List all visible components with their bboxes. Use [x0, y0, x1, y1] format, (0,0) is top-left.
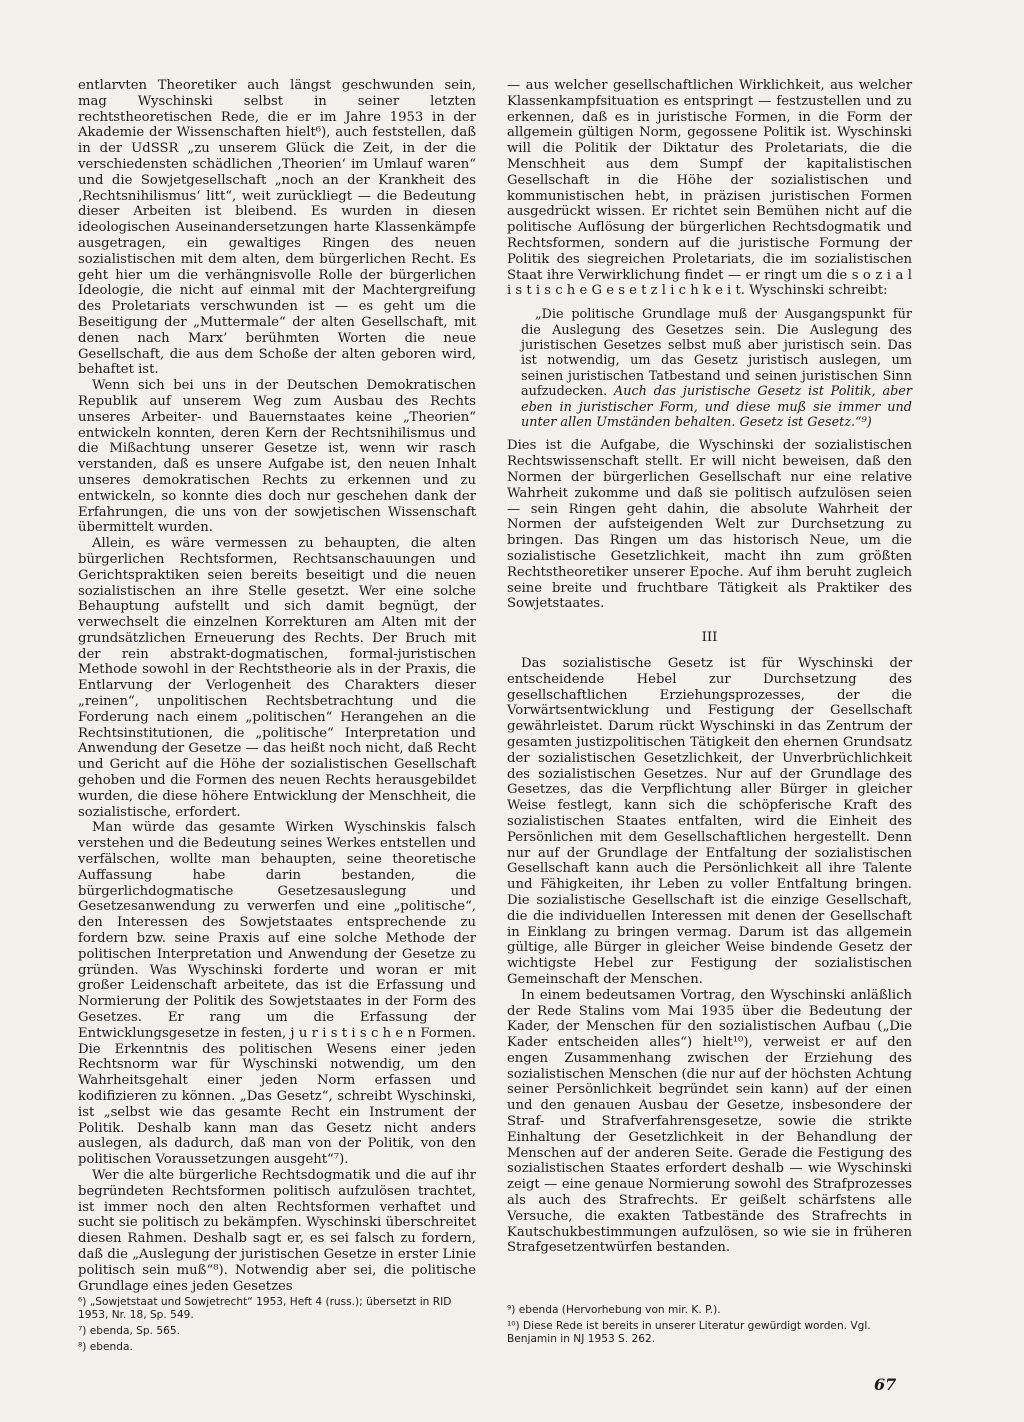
block-quote: [521, 307, 912, 430]
footnote: ⁸) ebenda.: [78, 1341, 133, 1353]
paragraph: In einem bedeutsamen Vortrag, den Wyschinski anläßlich der Rede Stalins vom Mai 1935 über die Bedeutung der Kader, der Menschen für den sozialistischen Aufbau („Die Kader entscheiden alles“) hielt¹⁰), verweist er auf den engen Zusammenhang zwischen der Erziehung des sozialistischen Menschen (die nur auf der höchsten Achtung seiner Persönlichkeit begründet sein kann) auf der einen und den genauen Ausbau der Gesetze, insbesondere der Straf- und Strafverfahrensgesetze, sowie die strikte Einhaltung der Gesetzlichkeit in der Behandlung der Menschen auf der anderen Seite. Gerade die Festigung des sozialistischen Staates erfordert deshalb — wie Wyschinski zeigt — eine genaue Normierung sowohl des Strafprozesses als auch des Strafrechts. Er geißelt schärfstens alle Versuche, die exakten Tatbestände des Strafrechts in Kautschukbestimmungen aufzulösen, so wie sie in früheren Strafgesetzentwürfen bestanden.: [507, 987, 912, 1256]
paragraph: entlarvten Theoretiker auch längst geschwunden sein, mag Wyschinski selbst in seiner letzten rechtstheoretischen Rede, die er im Jahre 1953 in der Akademie der Wissenschaften hielt⁶), auch feststellen, daß in der UdSSR „zu unserem Glück die Zeit, in der die verschiedensten schädlichen ‚Theorien‘ im Umlauf waren“ und die Sowjetgesellschaft „noch an der Krankheit des ‚Rechtsnihilismus‘ litt“, weit zurückliegt — die Bedeutung dieser Arbeiten ist bleibend. Es wurden in diesen ideologischen Auseinandersetzungen harte Klassenkämpfe ausgetragen, ein gewaltiges Ringen des neuen sozialistischen mit dem alten, dem bürgerlichen Recht. Es geht hier um die verhängnisvolle Rolle der bürgerlichen Ideologie, die nicht auf einmal mit der Machtergreifung des Proletariats verschwunden ist — es geht um die Beseitigung der „Muttermale“ der alten Gesellschaft, mit denen nach Marx’ berühmten Worten die neue Gesellschaft, die aus dem Schoße der alten geboren wird, behaftet ist.: [78, 78, 476, 378]
paragraph: Wenn sich bei uns in der Deutschen Demokratischen Republik auf unserem Weg zum Ausbau des Rechts unseres Arbeiter- und Bauernstaates keine „Theorien“ entwickeln konnten, deren Kern der Rechtsnihilismus und die Mißachtung unserer Gesetze ist, wenn wir rasch verstanden, daß es unsere Aufgabe ist, den neuen Inhalt unseres demokratischen Rechts zu erkennen und zu entwickeln, so konnte dies doch nur geschehen dank der Erfahrungen, die uns von der sowjetischen Wissenschaft übermittelt wurden.: [78, 378, 476, 536]
paragraph: — aus welcher gesellschaftlichen Wirklichkeit, aus welcher Klassenkampfsituation es entspringt — festzustellen und zu erkennen, daß es in juristische Formen, in die Form der allgemein gültigen Norm, gegossene Politik ist. Wyschinski will die Politik der Diktatur des Proletariats, die die Menschheit aus dem Sumpf der kapitalistischen Gesellschaft in die Höhe der sozialistischen und kommunistischen hebt, in präzisen juristischen Formen ausgedrückt wissen. Er richtet sein Bemühen nicht auf die politische Auflösung der bürgerlichen Rechtsdogmatik und Rechtsformen, sondern auf die juristische Formung der Politik des siegreichen Proletariats, die im sozialistischen Staat ihre Verwirklichung findet — er ringt um die s o z i a l i s t i s c h e G e s e t z l i c h k e i t. Wyschinski schreibt:: [507, 78, 912, 299]
quote-text: „Die politische Grundlage muß der Ausgangspunkt für die Auslegung des Gesetzes sein. Die Auslegung des juristischen Gesetzes selbst muß aber juristisch sein. Das ist notwendig, um das Gesetz juristisch auslegen, um seinen juristischen Tatbestand und seinen juristischen Sinn aufzudecken.: [521, 307, 912, 400]
right-column: [507, 78, 912, 1256]
footnotes-left: [78, 1296, 476, 1357]
quote-emphasis: Auch das juristische Gesetz ist Politik, aber eben in juristischer Form, und diese muß sie immer und unter allen Umständen behalten. Gesetz ist Gesetz.“⁹): [521, 384, 912, 430]
paragraph: Allein, es wäre vermessen zu behaupten, die alten bürgerlichen Rechtsformen, Rechtsanschauungen und Gerichtspraktiken seien bereits beseitigt und die neuen sozialistischen an ihre Stelle gesetzt. Wer eine solche Behauptung aufstellt und sich damit begnügt, der verwechselt die einzelnen Korrekturen am Alten mit der grundsätzlichen Erneuerung des Rechts. Der Bruch mit der rein abstrakt-dogmatischen, formal-juristischen Methode sowohl in der Rechtstheorie als in der Praxis, die Entlarvung der Verlogenheit des Charakters dieser „reinen“, unpolitischen Rechtsbetrachtung und die Forderung nach einem „politischen“ Herangehen an die Rechtsinstitutionen, die „politische“ Interpretation und Anwendung der Gesetze — das heißt noch nicht, daß Recht und Gericht auf die Höhe der sozialistischen Gesellschaft gehoben und die Formen des neuen Rechts herausgebildet wurden, die diese höhere Entwicklung der Menschheit, die sozialistische, erfordert.: [78, 536, 477, 820]
paragraph: Man würde das gesamte Wirken Wyschinskis falsch verstehen und die Bedeutung seines Werkes entstellen und verfälschen, wollte man behaupten, seine theoretische Auffassung habe darin bestanden, die bürgerlichdogmatische Gesetzesauslegung und Gesetzesanwendung zu verwerfen und eine „politische“, den Interessen des Sowjetstaates entsprechende zu fordern bzw. seine Praxis auf eine solche Methode der politischen Interpretation und Anwendung der Gesetze zu gründen. Was Wyschinski forderte und woran er mit großer Leidenschaft arbeitete, das ist die Erfassung und Normierung der Politik des Sowjetstaates in der Form des Gesetzes. Er rang um die Erfassung der Entwicklungsgesetze in festen, j u r i s t i s c h e n Formen. Die Erkenntnis des politischen Wesens einer jeden Rechtsnorm war für Wyschinski notwendig, um den Wahrheitsgehalt einer jeden Norm erfassen und kodifizieren zu können. „Das Gesetz“, schreibt Wyschinski, ist „selbst wie das gesamte Recht ein Instrument der Politik. Deshalb kann man das Gesetz nicht anders auslegen, als dadurch, daß man von der Politik, von den politischen Voraussetzungen ausgeht“⁷).: [78, 820, 476, 1168]
footnote: ¹⁰) Diese Rede ist bereits in unserer Literatur gewürdigt worden. Vgl. Benjamin in NJ 1953 S. 262.: [507, 1320, 871, 1345]
paragraph: Wer die alte bürgerliche Rechtsdogmatik und die auf ihr begründeten Rechtsformen politisch aufzulösen trachtet, ist immer noch den alten Rechtsformen verhaftet und sucht sie politisch zu bekämpfen. Wyschinski überschreitet diesen Rahmen. Deshalb sagt er, es sei falsch zu fordern, daß die „Auslegung der juristischen Gesetze in erster Linie politisch sein muß“⁸). Notwendig aber sei, die politische Grundlage eines jeden Gesetzes: [78, 1167, 476, 1294]
footnotes-right: [507, 1304, 912, 1349]
footnote: ⁷) ebenda, Sp. 565.: [78, 1325, 180, 1337]
section-heading: III: [701, 630, 718, 646]
paragraph: Das sozialistische Gesetz ist für Wyschinski der entscheidende Hebel zur Durchsetzung des gesellschaftlichen Erziehungsprozesses, der die Vorwärtsentwicklung und Festigung der Gesellschaft gewährleistet. Darum rückt Wyschinski in das Zentrum der gesamten justizpolitischen Tätigkeit den ehernen Grundsatz der sozialistischen Gesetzlichkeit, der Unverbrüchlichkeit des sozialistischen Gesetzes. Nur auf der Grundlage des Gesetzes, das die Verpflichtung aller Bürger in gleicher Weise festlegt, kann sich die schöpferische Kraft des sozialistischen Staates entfalten, wird die Einheit des Persönlichen mit dem Gesellschaftlichen hergestellt. Denn nur auf der Grundlage der Entfaltung der sozialistischen Gesellschaft kann auch die Persönlichkeit all ihre Talente und Fähigkeiten, ihr Leben zu voller Entfaltung bringen. Die sozialistische Gesellschaft ist die einzige Gesellschaft, die die individuellen Interessen mit denen der Gesellschaft in Einklang zu bringen vermag. Darum ist das allgemein gültige, alle Bürger in gleicher Weise bindende Gesetz der wichtigste Hebel zur Festigung der sozialistischen Gemeinschaft der Menschen.: [507, 655, 912, 987]
paragraph: Dies ist die Aufgabe, die Wyschinski der sozialistischen Rechtswissenschaft stellt. Er will nicht beweisen, daß den Normen der bürgerlichen Gesellschaft nur eine relative Wahrheit zukomme und daß sie politisch aufzulösen seien — sein Ringen geht dahin, die absolute Wahrheit der Normen der aufsteigenden Welt zur Durchsetzung zu bringen. Das Ringen um das historisch Neue, um die sozialistische Gesetzlichkeit, macht ihn zum größten Rechtstheoretiker unserer Epoche. Auf ihm beruht zugleich seine breite und fruchtbare Tätigkeit als Praktiker des Sowjetstaates.: [507, 438, 912, 612]
page-number: 67: [874, 1375, 897, 1394]
left-column: [78, 78, 476, 1294]
footnote: ⁹) ebenda (Hervorhebung von mir. K. P.).: [507, 1304, 721, 1316]
footnote: ⁶) „Sowjetstaat und Sowjetrecht“ 1953, Heft 4 (russ.); übersetzt in RID 1953, Nr. 18, Sp. 549.: [78, 1296, 452, 1321]
